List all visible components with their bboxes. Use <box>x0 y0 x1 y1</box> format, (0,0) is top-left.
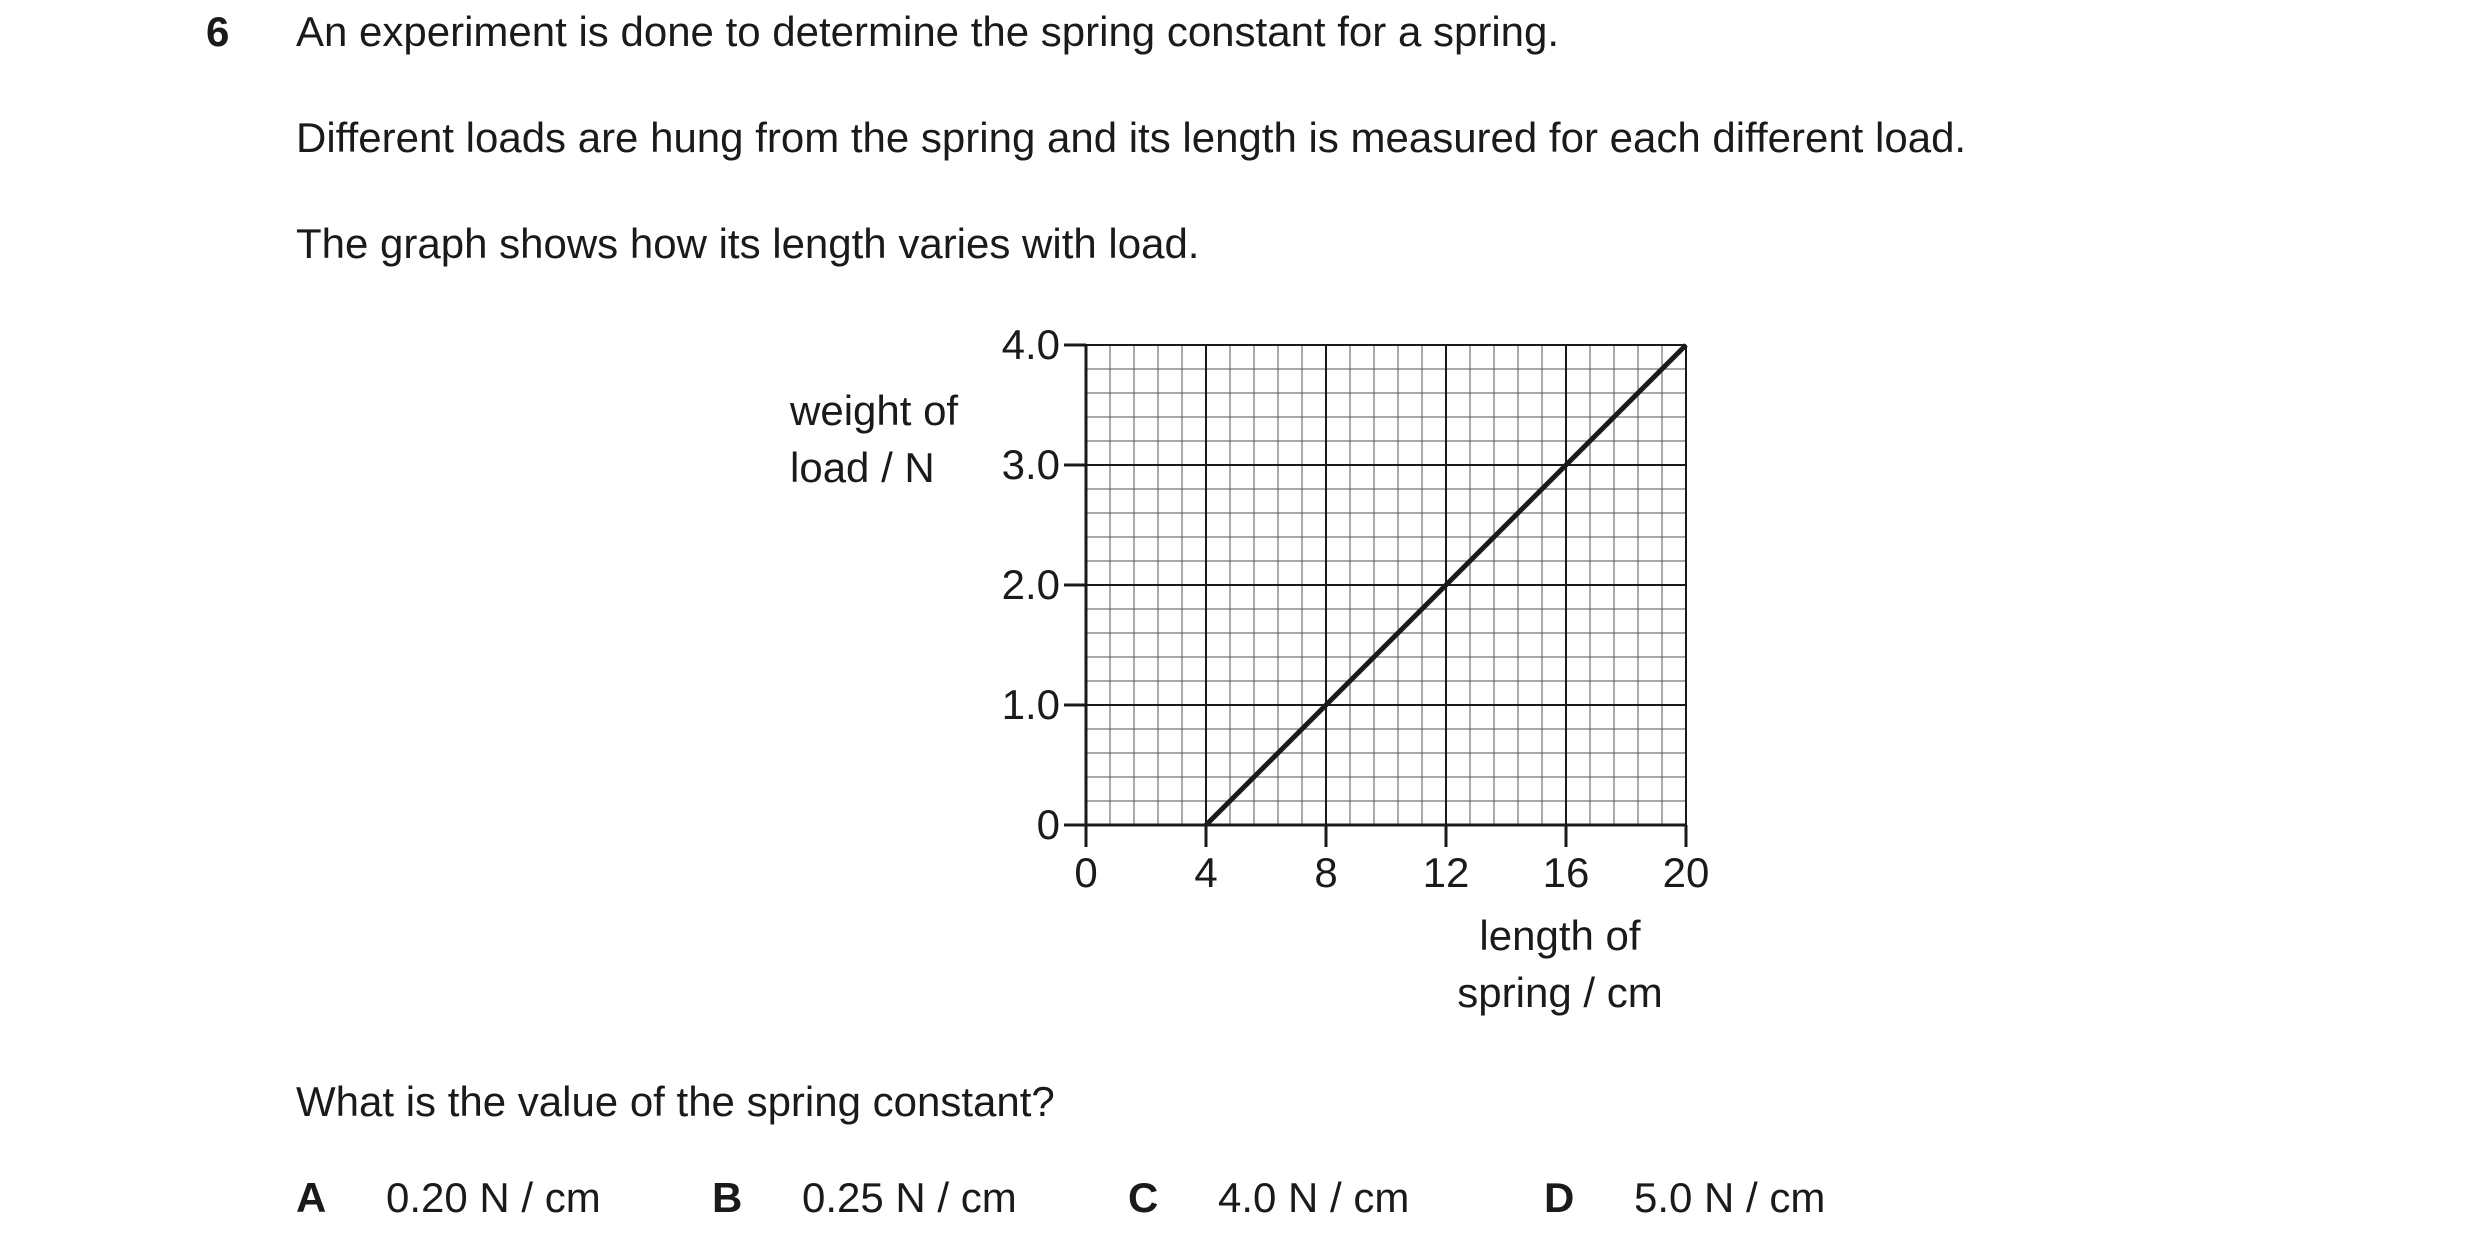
x-tick-label: 0 <box>1074 849 1098 896</box>
graph <box>760 310 1760 1050</box>
y-tick-label: 0 <box>1036 801 1060 848</box>
load-length-chart <box>760 310 1760 1050</box>
option-letter: D <box>1544 1174 1575 1221</box>
y-tick-label: 2.0 <box>1001 561 1060 608</box>
question-number: 6 <box>206 8 230 55</box>
option-letter: B <box>712 1174 743 1221</box>
question-paragraph-2: Different loads are hung from the spring and its length is measured for each different load. <box>296 114 1967 161</box>
option-value: 4.0 N / cm <box>1218 1174 1410 1221</box>
x-axis-label-line-2: spring / cm <box>1457 969 1663 1016</box>
option-value: 0.20 N / cm <box>386 1174 601 1221</box>
y-tick-label: 3.0 <box>1001 441 1060 488</box>
y-tick-label: 4.0 <box>1001 321 1060 368</box>
x-tick-label: 8 <box>1314 849 1338 896</box>
question-prompt: What is the value of the spring constant? <box>296 1078 1055 1125</box>
x-tick-label: 16 <box>1542 849 1590 896</box>
option-value: 5.0 N / cm <box>1634 1174 1826 1221</box>
option-value: 0.25 N / cm <box>802 1174 1017 1221</box>
option-letter: C <box>1128 1174 1159 1221</box>
x-tick-label: 20 <box>1662 849 1710 896</box>
x-axis-label-line-1: length of <box>1479 912 1641 959</box>
y-axis-label-line-2: load / N <box>790 444 935 491</box>
option-letter: A <box>296 1174 327 1221</box>
ticks <box>1064 345 1686 847</box>
y-axis-label-line-1: weight of <box>790 387 959 434</box>
question-paragraph-3: The graph shows how its length varies with load. <box>296 220 1200 267</box>
x-tick-label: 12 <box>1422 849 1470 896</box>
x-tick-label: 4 <box>1194 849 1218 896</box>
question-paragraph-1: An experiment is done to determine the spring constant for a spring. <box>296 8 1560 55</box>
labels-layer <box>789 321 1709 1016</box>
answer-options <box>0 1174 2480 1234</box>
y-tick-label: 1.0 <box>1001 681 1060 728</box>
